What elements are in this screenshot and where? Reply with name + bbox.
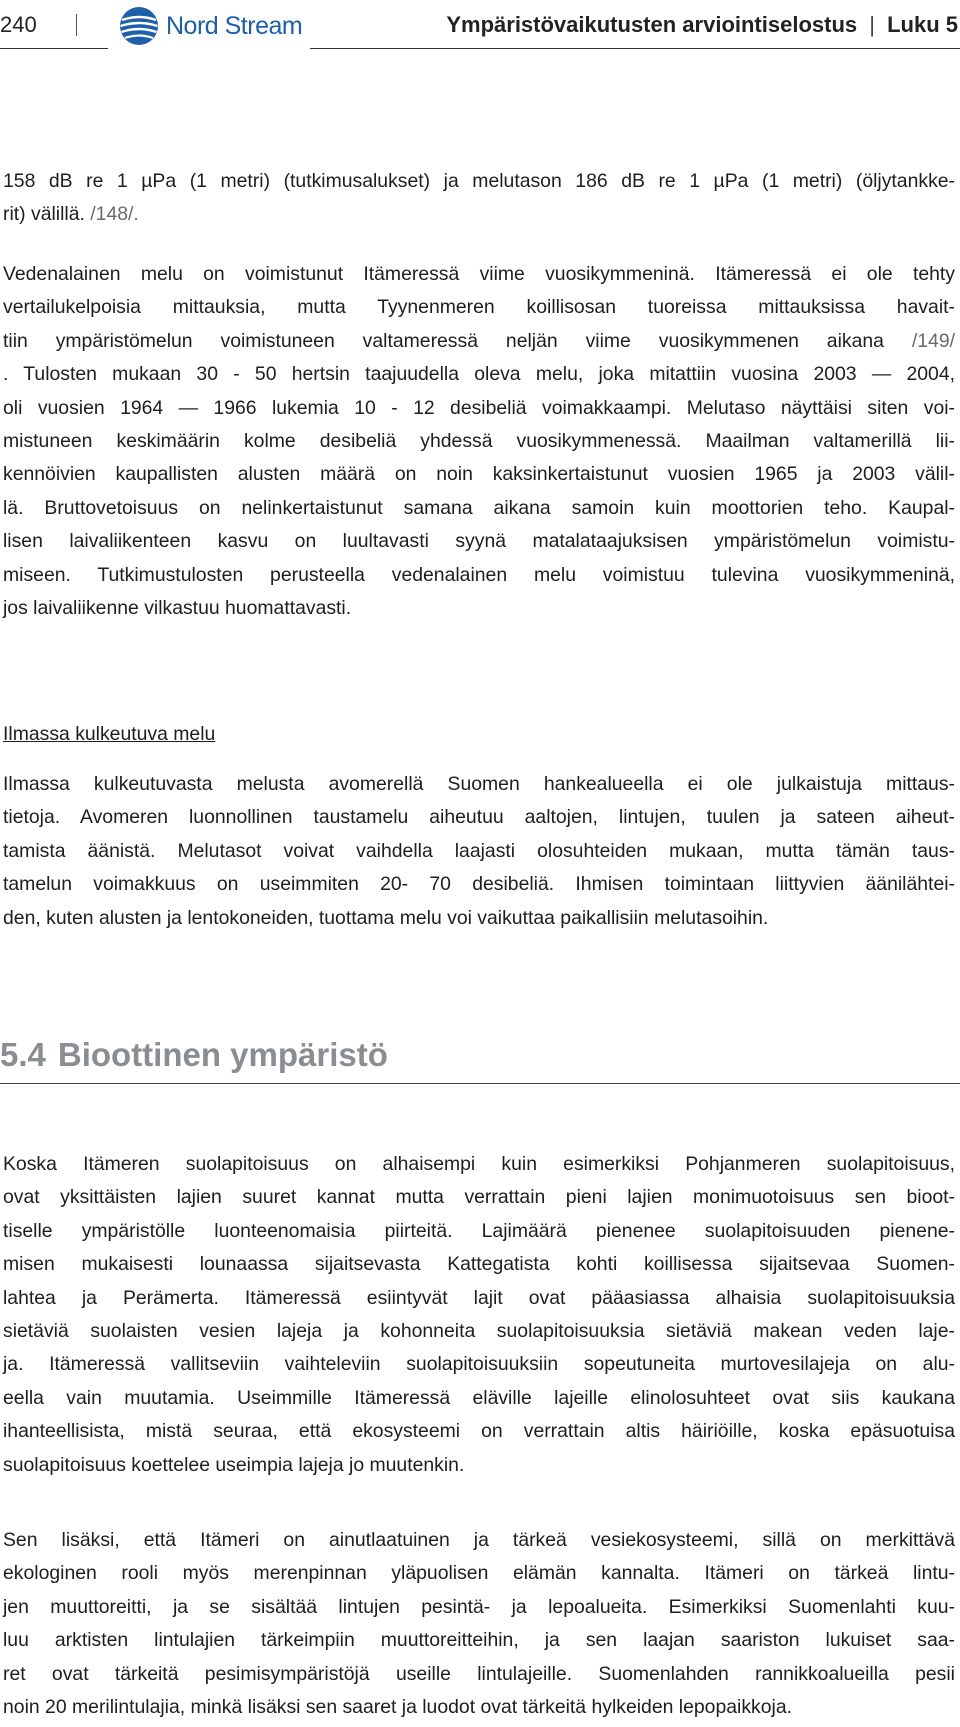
paragraph-underwater-noise bbox=[3, 258, 955, 625]
text-line: Sen lisäksi, että Itämeri on ainutlaatuinen ja tärkeä vesiekosysteemi, sillä on merkittävä bbox=[3, 1529, 955, 1551]
text-line: oli vuosien 1964 — 1966 lukemia 10 - 12 desibeliä voimakkaampi. Melutaso näyttäisi siten voi- bbox=[3, 396, 955, 419]
text-line: tiselle ympäristölle luonteenomaisia piirteitä. Lajimäärä pienenee suolapitoisuuden pienene- bbox=[3, 1219, 955, 1242]
text-line: tietoja. Avomeren luonnollinen taustamelu aiheutuu aaltojen, lintujen, tuulen ja sateen aiheut- bbox=[3, 806, 955, 829]
text-line: vertailukelpoisia mittauksia, mutta Tyynenmeren koillisosan tuoreissa mittauksissa havait- bbox=[3, 296, 955, 319]
page-header bbox=[0, 0, 960, 52]
reference: /148/. bbox=[90, 203, 139, 226]
page-number: 240 bbox=[0, 12, 37, 37]
header-rule-left bbox=[0, 48, 108, 49]
header-rule-right bbox=[310, 48, 960, 49]
text-line: Ilmassa kulkeutuvasta melusta avomerellä Suomen hankealueella ei ole julkaistuja mittaus- bbox=[3, 773, 955, 795]
reference: /149/ bbox=[911, 329, 956, 352]
text-line: tamista äänistä. Melutasot voivat vaihdella laajasti olosuhteiden mukaan, mutta tämän taus- bbox=[3, 839, 955, 862]
paragraph-bird-migration bbox=[3, 1524, 955, 1724]
text-line: Koska Itämeren suolapitoisuus on alhaisempi kuin esimerkiksi Pohjanmeren suolapitoisuus, bbox=[3, 1153, 955, 1175]
paragraph-salinity bbox=[3, 1148, 955, 1482]
text-line: lahtea ja Perämerta. Itämeressä esiintyvät lajit ovat pääasiassa alhaisia suolapitoisuuksia bbox=[3, 1286, 955, 1309]
text-line: . Tulosten mukaan 30 - 50 hertsin taajuudella oleva melu, joka mitattiin vuosina 2003 — 2004, bbox=[3, 363, 955, 386]
document-title: Ympäristövaikutusten arviointiselostus bbox=[446, 12, 858, 37]
text-line: misen mukaisesti lounaassa sijaitsevasta Kattegatista kohti koillisessa sijaitsevaa Suomen- bbox=[3, 1253, 955, 1276]
title-separator: | bbox=[869, 12, 875, 37]
logo-text: Nord Stream bbox=[166, 11, 303, 40]
subheading-airborne-noise: Ilmassa kulkeutuva melu bbox=[3, 723, 216, 745]
text-line: rit) välillä. /148/. bbox=[3, 203, 139, 226]
text-line: suolapitoisuus koettelee useimpia lajeja jo muutenkin. bbox=[3, 1453, 465, 1476]
text-line: 158 dB re 1 µPa (1 metri) (tutkimusalukset) ja melutason 186 dB re 1 µPa (1 metri) (öljytankke- bbox=[3, 170, 955, 192]
section-heading bbox=[0, 1036, 960, 1082]
paragraph-airborne-noise bbox=[3, 768, 955, 935]
paragraph-noise-levels bbox=[3, 165, 955, 232]
text-line: lisen laivaliikenteen kasvu on luultavasti syynä matalataajuksisen ympäristömelun voimistu- bbox=[3, 530, 955, 553]
text-line: luu arktisten lintulajien tärkeimpiin muuttoreitteihin, ja sen laajan saariston lukuiset saa- bbox=[3, 1629, 955, 1652]
text-line: ekologinen rooli myös merenpinnan yläpuolisen elämän kannalta. Itämeri on tärkeä lintu- bbox=[3, 1562, 955, 1585]
chapter-label: Luku 5 bbox=[887, 12, 958, 37]
nord-stream-logo bbox=[118, 4, 302, 48]
text-line: tamelun voimakkuus on useimmiten 20- 70 desibeliä. Ihmisen toimintaan liittyvien äänilähtei- bbox=[3, 873, 955, 896]
text-line: ret ovat tärkeitä pesimisympäristöjä useille lintulajeille. Suomenlahden rannikkoalueilla pesii bbox=[3, 1662, 955, 1685]
text-line: miseen. Tutkimustulosten perusteella vedenalainen melu voimistuu tulevina vuosikymmeninä, bbox=[3, 563, 955, 586]
section-rule bbox=[0, 1083, 960, 1084]
text-line: lä. Bruttovetoisuus on nelinkertaistunut samana aikana samoin kuin moottorien teho. Kaupal- bbox=[3, 496, 955, 519]
text-line: noin 20 merilintulajia, minkä lisäksi sen saaret ja luodot ovat tärkeitä hylkeiden lepopaikkoja. bbox=[3, 1696, 792, 1719]
text-line: jen muuttoreitti, ja se sisältää lintujen pesintä- ja lepoalueita. Esimerkiksi Suomenlahti kuu- bbox=[3, 1595, 955, 1618]
text-line: jos laivaliikenne vilkastuu huomattavasti. bbox=[3, 597, 352, 620]
text-line: tiin ympäristömelun voimistuneen valtameressä neljän viime vuosikymmenen aikana /149/ bbox=[3, 329, 956, 352]
text-line: mistuneen keskimäärin kolme desibeliä yhdessä vuosikymmenessä. Maailman valtamerillä lii- bbox=[3, 430, 955, 453]
text-line: kennöivien kaupallisten alusten määrä on noin kaksinkertaistunut vuosien 1965 ja 2003 välil- bbox=[3, 463, 955, 486]
text-line: sietäviä suolaisten vesien lajeja ja kohonneita suolapitoisuuksia sietäviä makean veden laje- bbox=[3, 1320, 955, 1343]
text-line: den, kuten alusten ja lentokoneiden, tuottama melu voi vaikuttaa paikallisiin melutasoihin. bbox=[3, 906, 769, 929]
text-line: eella vain muutamia. Useimmille Itämeressä eläville lajeille elinolosuhteet ovat siis kaukana bbox=[3, 1386, 955, 1409]
running-title bbox=[446, 12, 958, 38]
globe-logo-icon bbox=[118, 5, 160, 47]
section-title: Bioottinen ympäristö bbox=[57, 1036, 388, 1073]
section-number: 5.4 bbox=[0, 1036, 46, 1073]
text-line: ovat yksittäisten lajien suuret kannat mutta verrattain pieni lajien monimuotoisuus sen bioot- bbox=[3, 1186, 955, 1209]
text-line: ja. Itämeressä vallitseviin vaihteleviin suolapitoisuuksiin sopeutuneita murtovesilajeja on alu- bbox=[3, 1353, 955, 1376]
text-line: ihanteellisista, mistä seuraa, että ekosysteemi on verrattain altis häiriöille, koska epäsuotuisa bbox=[3, 1420, 955, 1443]
text-line: Vedenalainen melu on voimistunut Itämeressä viime vuosikymmeninä. Itämeressä ei ole tehty bbox=[3, 263, 955, 285]
header-divider bbox=[76, 14, 77, 36]
